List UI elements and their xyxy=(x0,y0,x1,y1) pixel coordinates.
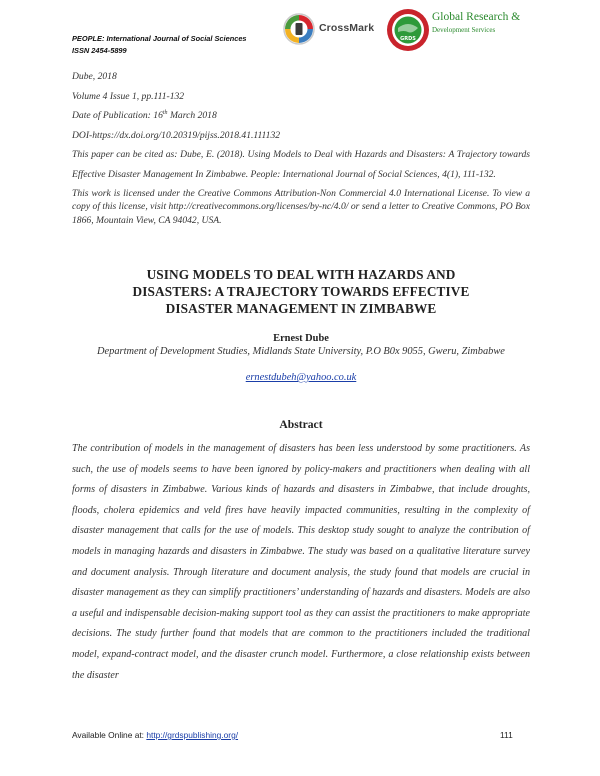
title-line: DISASTERS: A TRAJECTORY TOWARDS EFFECTIVE xyxy=(132,284,470,299)
abstract-heading: Abstract xyxy=(279,418,323,431)
pub-date-sup: th xyxy=(162,110,168,116)
grds-seal-text: GRDS xyxy=(400,36,416,42)
footer-label: Available Online at: xyxy=(72,730,147,740)
title-line: USING MODELS TO DEAL WITH HAZARDS AND xyxy=(146,267,456,282)
publisher-name: Global Research & xyxy=(432,11,521,23)
footer-availability xyxy=(72,730,238,740)
author-email xyxy=(72,372,530,383)
publisher-logo xyxy=(386,8,546,54)
publication-date xyxy=(72,106,530,126)
citation-text: This paper can be cited as: Dube, E. (2018). Using Models to Deal with Hazards and Disasters: A Trajectory towards Effective Disaster Management In Zimbabwe. People: International Journal of Social Sciences, 4(1), 111-132. xyxy=(72,149,530,180)
publisher-subtitle: Development Services xyxy=(432,26,496,34)
crossmark-label: CrossMark xyxy=(319,22,375,34)
title-line: DISASTER MANAGEMENT IN ZIMBABWE xyxy=(165,301,437,316)
grds-seal-icon xyxy=(386,8,430,52)
author-year: Dube, 2018 xyxy=(72,71,117,82)
abstract-text: The contribution of models in the management of disasters has been less understood by some practitioners. As such, the use of models seems to have been ignored by policy-makers and practitioners when dealing with all forms of disasters in Zimbabwe. Various kinds of hazards and disasters in Zimbabwe, that include droughts, floods, cholera epidemics and veld fires have heavily impacted communities, resulting in the complexity of disaster management that calls for the use of models. This desktop study sought to analyze the contribution of models in managing hazards and disasters in Zimbabwe. The study was based on a qualitative literature survey and document analysis. Through literature and document analysis, the study found that models are crucial in disaster management as they can simplify practitioners’ understanding of hazards and disasters. Models are also a useful and indispensable decision-making support tool as they can assist the practitioners to make appropriate decisions. The study further found that models that are common to the practitioners included the traditional model, expand-contract model, and the disaster crunch model. Furthermore, a close relationship exists between the disaster xyxy=(72,443,530,681)
email-link[interactable]: ernestdubeh@yahoo.co.uk xyxy=(245,372,357,383)
author-affiliation: Department of Development Studies, Midlands State University, P.O B0x 9055, Gweru, Zimbabwe xyxy=(97,346,505,357)
page-number: 111 xyxy=(500,730,513,740)
crossmark-logo[interactable] xyxy=(283,13,393,45)
pub-date-suffix: March 2018 xyxy=(167,110,217,122)
issn: ISSN 2454-5899 xyxy=(72,45,127,55)
footer-url-link[interactable]: http://grdspublishing.org/ xyxy=(146,730,239,740)
volume-issue: Volume 4 Issue 1, pp.111-132 xyxy=(72,90,185,102)
journal-header xyxy=(72,33,247,56)
doi: DOI-https://dx.doi.org/10.20319/pijss.2018.41.111132 xyxy=(72,129,281,141)
crossmark-icon xyxy=(283,13,315,45)
article-title xyxy=(72,266,530,317)
license-text: This work is licensed under the Creative Commons Attribution-Non Commercial 4.0 International License. To view a copy of this license, visit http://creativecommons.org/licenses/by-nc/4.0/ or send a letter to Creative Commons, PO Box 1866, Mountain View, CA 94042, USA. xyxy=(72,187,530,226)
journal-name: PEOPLE: International Journal of Social Sciences xyxy=(72,34,247,43)
article-metadata xyxy=(72,67,530,227)
author-name: Ernest Dube xyxy=(273,333,329,344)
pub-date-prefix: Date of Publication: 16 xyxy=(72,110,163,122)
